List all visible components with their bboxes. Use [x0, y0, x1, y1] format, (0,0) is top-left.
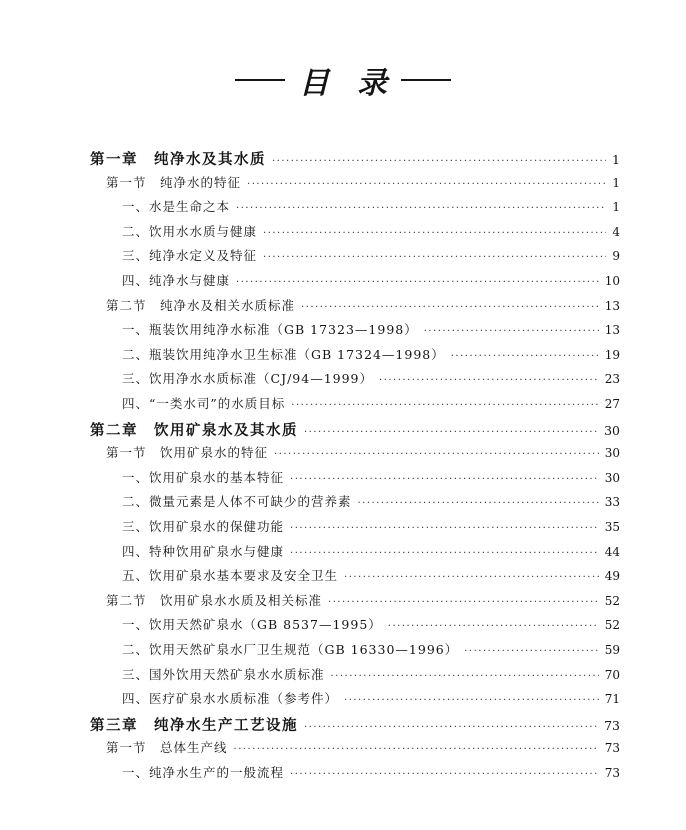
toc-entry-page: 33	[604, 495, 620, 510]
toc-entry-page: 30	[604, 446, 620, 461]
toc-entry-page: 30	[604, 470, 620, 485]
toc-entry-page: 4	[612, 224, 620, 239]
toc-entry-item	[122, 246, 620, 266]
toc-title-text: 目录	[299, 66, 415, 101]
dot-leader	[290, 523, 599, 534]
toc-entry-page: 23	[604, 372, 620, 387]
toc-entry-label: 一、饮用天然矿泉水（GB 8537—1995）	[122, 617, 382, 633]
toc-entry-page: 71	[604, 692, 620, 707]
dot-leader	[464, 646, 598, 657]
toc-entry-label: 四、“一类水司”的水质目标	[122, 396, 286, 411]
toc-entry-chapter	[90, 714, 620, 734]
toc-entry-section	[106, 738, 620, 758]
toc-entry-page: 52	[604, 593, 620, 608]
toc-entry-page: 70	[604, 667, 620, 682]
toc-entry-item	[122, 320, 620, 340]
toc-entry-item	[122, 566, 620, 586]
toc-entry-label: 二、饮用水水质与健康	[122, 223, 258, 239]
toc-entry-item	[122, 542, 620, 562]
toc-entry-page: 13	[604, 323, 620, 338]
toc-entry-page: 73	[604, 741, 620, 756]
toc-entry-chapter	[90, 148, 620, 168]
toc-entry-page: 35	[604, 520, 620, 534]
dot-leader	[344, 572, 599, 583]
dot-leader	[451, 351, 599, 362]
toc-entry-item	[122, 689, 620, 709]
toc-entry-item	[122, 197, 620, 217]
toc-entry-label: 一、纯净水生产的一般流程	[122, 765, 285, 780]
toc-entry-item	[122, 222, 620, 242]
toc-entry-page: 13	[604, 298, 620, 313]
toc-entry-page: 19	[604, 347, 620, 362]
toc-entry-label: 第一节 总体生产线	[106, 740, 228, 756]
toc-entry-label: 第一节 饮用矿泉水的特征	[106, 445, 269, 461]
dot-leader	[344, 695, 599, 706]
title-right-dash	[401, 79, 451, 81]
toc-entry-page: 52	[604, 618, 620, 633]
dot-leader	[234, 744, 599, 755]
toc-entry-page: 1	[612, 152, 620, 167]
toc-entry-page: 27	[604, 397, 620, 411]
toc-entry-section	[106, 296, 620, 316]
toc-entry-page: 1	[612, 175, 620, 190]
toc-entry-label: 三、纯净水定义及特征	[122, 248, 258, 264]
toc-entry-label: 二、瓶装饮用纯净水卫生标准（GB 17324—1998）	[122, 346, 445, 362]
dot-leader	[236, 277, 599, 288]
toc-entry-item	[122, 517, 620, 537]
dot-leader	[263, 252, 606, 263]
dot-leader	[301, 302, 599, 313]
dot-leader	[236, 203, 606, 214]
toc-entry-item	[122, 369, 620, 389]
dot-leader	[290, 769, 599, 780]
dot-leader	[304, 722, 598, 733]
dot-leader	[272, 156, 606, 167]
dot-leader	[263, 228, 606, 239]
toc-entry-label: 二、微量元素是人体不可缺少的营养素	[122, 494, 352, 510]
dot-leader	[304, 427, 598, 438]
toc-entry-label: 第一节 纯净水的特征	[106, 174, 242, 190]
toc-entry-label: 一、水是生命之本	[122, 199, 231, 215]
toc-entry-label: 第二章 饮用矿泉水及其水质	[90, 422, 298, 439]
toc-entry-label: 第三章 纯净水生产工艺设施	[90, 717, 298, 734]
toc-entry-item	[122, 615, 620, 635]
toc-entry-item	[122, 345, 620, 365]
toc-entry-item	[122, 468, 620, 488]
dot-leader	[290, 474, 599, 485]
dot-leader	[379, 375, 599, 386]
toc-entry-page: 10	[604, 274, 620, 288]
toc-title	[0, 58, 686, 102]
toc-entry-label: 三、饮用矿泉水的保健功能	[122, 519, 285, 534]
toc-entry-section	[106, 443, 620, 463]
dot-leader	[274, 449, 599, 460]
toc-entry-label: 一、饮用矿泉水的基本特征	[122, 469, 285, 485]
toc-entry-label: 一、瓶装饮用纯净水标准（GB 17323—1998）	[122, 322, 418, 338]
toc-entry-section	[106, 173, 620, 193]
toc-entry-label: 四、特种饮用矿泉水与健康	[122, 543, 285, 559]
toc-entry-section	[106, 591, 620, 611]
toc-entry-item	[122, 271, 620, 291]
toc-entry-page: 30	[604, 422, 620, 438]
dot-leader	[424, 326, 599, 337]
toc-entry-label: 五、饮用矿泉水基本要求及安全卫生	[122, 568, 339, 584]
toc-entry-label: 二、饮用天然矿泉水厂卫生规范（GB 16330—1996）	[122, 642, 459, 657]
title-left-dash	[235, 79, 285, 81]
toc-entry-page: 49	[604, 569, 620, 584]
dot-leader	[358, 498, 599, 509]
toc-entry-page: 73	[604, 717, 620, 733]
toc-entry-page: 59	[604, 643, 620, 657]
toc-entry-item	[122, 394, 620, 414]
dot-leader	[388, 621, 599, 632]
toc-entry-item	[122, 763, 620, 783]
toc-entry-item	[122, 640, 620, 660]
dot-leader	[331, 671, 599, 682]
toc-entry-label: 三、饮用净水水质标准（CJ/94—1999）	[122, 371, 374, 387]
toc-entry-label: 四、医疗矿泉水水质标准（参考件）	[122, 691, 339, 707]
toc-entry-label: 第一章 纯净水及其水质	[90, 152, 266, 168]
toc-entry-page: 44	[604, 544, 620, 559]
dot-leader	[290, 548, 599, 559]
toc-entry-page: 73	[604, 766, 620, 780]
toc-entry-label: 三、国外饮用天然矿泉水水质标准	[122, 666, 325, 682]
toc-entry-chapter	[90, 419, 620, 439]
toc-entry-page: 1	[612, 200, 620, 215]
toc-entry-label: 第二节 纯净水及相关水质标准	[106, 297, 296, 313]
toc-entry-page: 9	[612, 249, 620, 264]
dot-leader	[291, 400, 598, 411]
dot-leader	[328, 597, 599, 608]
dot-leader	[247, 179, 606, 190]
toc-entry-label: 第二节 饮用矿泉水水质及相关标准	[106, 592, 323, 608]
toc-entry-item	[122, 665, 620, 685]
toc-entry-item	[122, 492, 620, 512]
toc-entry-label: 四、纯净水与健康	[122, 273, 231, 288]
